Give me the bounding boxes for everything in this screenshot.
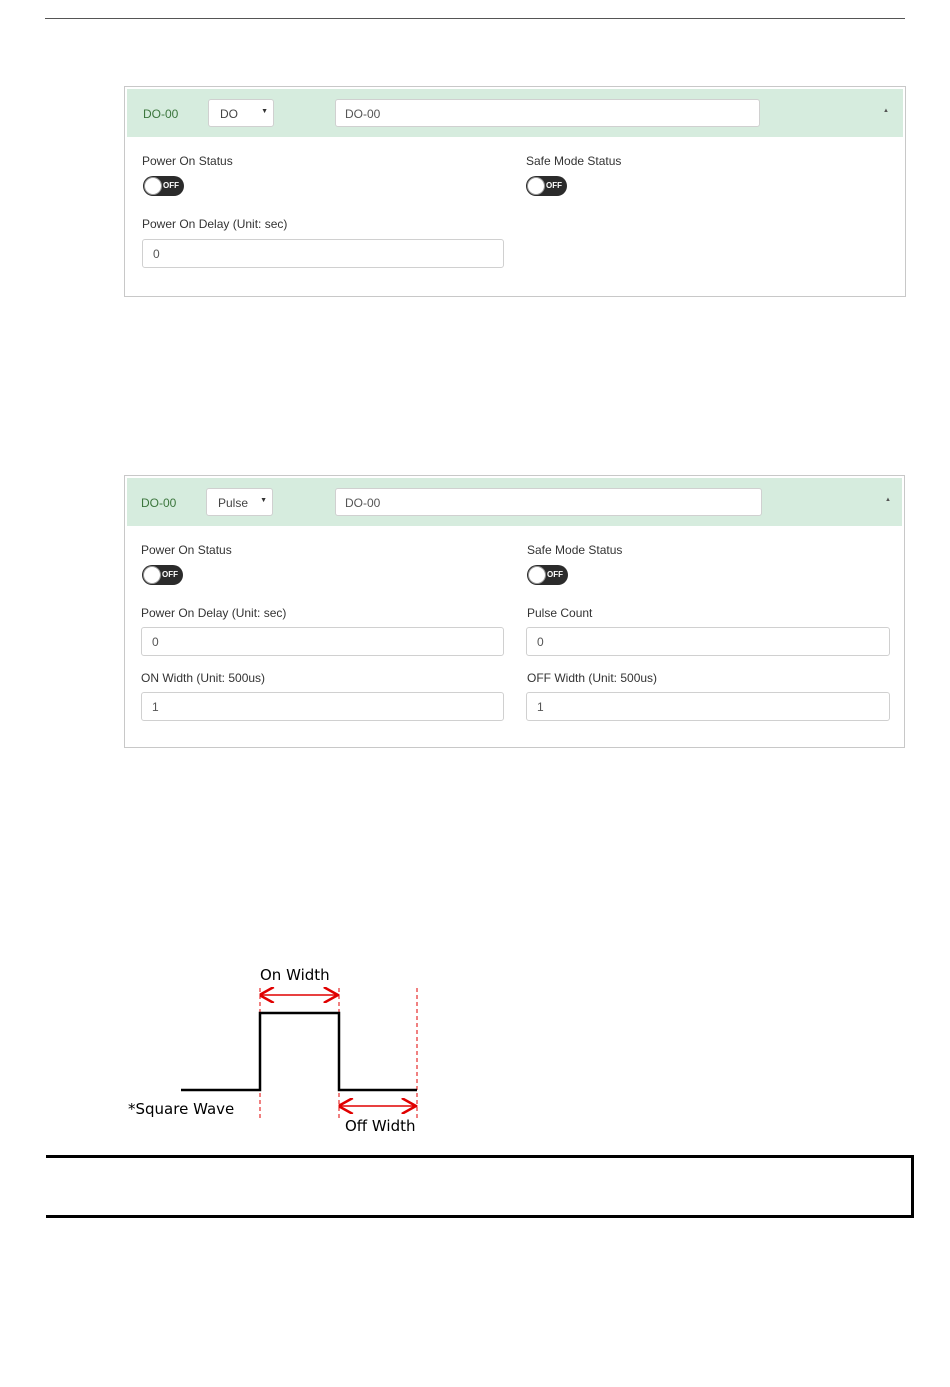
toggle-state-text: OFF — [163, 181, 179, 190]
power-on-delay-input[interactable] — [142, 239, 504, 268]
power-on-status-label: Power On Status — [141, 543, 232, 557]
power-on-status-toggle[interactable] — [142, 565, 183, 585]
mode-select-value: Pulse — [218, 496, 249, 510]
channel-name: DO-00 — [143, 107, 179, 121]
square-wave-label: *Square Wave — [128, 1100, 235, 1118]
channel-name-input[interactable] — [335, 99, 760, 127]
off-width-label: OFF Width (Unit: 500us) — [527, 671, 658, 685]
on-width-input[interactable] — [141, 692, 504, 721]
channel-name-input-value: DO-00 — [345, 107, 381, 121]
caret-down-icon: ▼ — [261, 108, 268, 115]
caret-up-icon[interactable]: ▲ — [885, 497, 891, 503]
on-width-label: ON Width (Unit: 500us) — [141, 671, 266, 685]
toggle-state-text: OFF — [547, 570, 563, 579]
safe-mode-status-label: Safe Mode Status — [527, 543, 623, 557]
mode-select[interactable] — [206, 488, 273, 516]
toggle-knob — [528, 566, 546, 584]
square-wave-diagram — [0, 950, 950, 1150]
power-on-delay-value: 0 — [153, 247, 160, 261]
channel-name: DO-00 — [141, 496, 177, 510]
power-on-delay-label: Power On Delay (Unit: sec) — [142, 217, 288, 231]
power-on-delay-value: 0 — [152, 635, 159, 649]
power-on-status-label: Power On Status — [142, 154, 233, 168]
toggle-state-text: OFF — [162, 570, 178, 579]
on-width-label: On Width — [260, 966, 330, 984]
mode-select[interactable] — [208, 99, 274, 127]
off-width-value: 1 — [537, 700, 544, 714]
off-width-input[interactable] — [526, 692, 890, 721]
pulse-count-value: 0 — [537, 635, 544, 649]
toggle-knob — [527, 177, 545, 195]
square-wave-signal — [181, 1013, 417, 1090]
pulse-count-label: Pulse Count — [527, 606, 593, 620]
off-width-label: Off Width — [345, 1117, 416, 1135]
power-on-delay-label: Power On Delay (Unit: sec) — [141, 606, 287, 620]
pulse-channel-panel — [124, 475, 905, 748]
note-box — [46, 1155, 914, 1218]
top-rule — [45, 18, 905, 19]
toggle-knob — [144, 177, 162, 195]
channel-name-input-value: DO-00 — [345, 496, 381, 510]
on-width-value: 1 — [152, 700, 159, 714]
safe-mode-status-label: Safe Mode Status — [526, 154, 622, 168]
power-on-delay-input[interactable] — [141, 627, 504, 656]
safe-mode-status-toggle[interactable] — [527, 565, 568, 585]
power-on-status-toggle[interactable] — [143, 176, 184, 196]
caret-up-icon[interactable]: ▲ — [883, 108, 889, 114]
do-channel-panel — [124, 86, 906, 297]
mode-select-value: DO — [220, 107, 238, 121]
caret-down-icon: ▼ — [260, 497, 267, 504]
channel-name-input[interactable] — [335, 488, 762, 516]
panel-header — [127, 89, 903, 137]
square-wave-svg — [0, 950, 950, 1150]
toggle-knob — [143, 566, 161, 584]
pulse-count-input[interactable] — [526, 627, 890, 656]
panel-header — [127, 478, 902, 526]
toggle-state-text: OFF — [546, 181, 562, 190]
safe-mode-status-toggle[interactable] — [526, 176, 567, 196]
